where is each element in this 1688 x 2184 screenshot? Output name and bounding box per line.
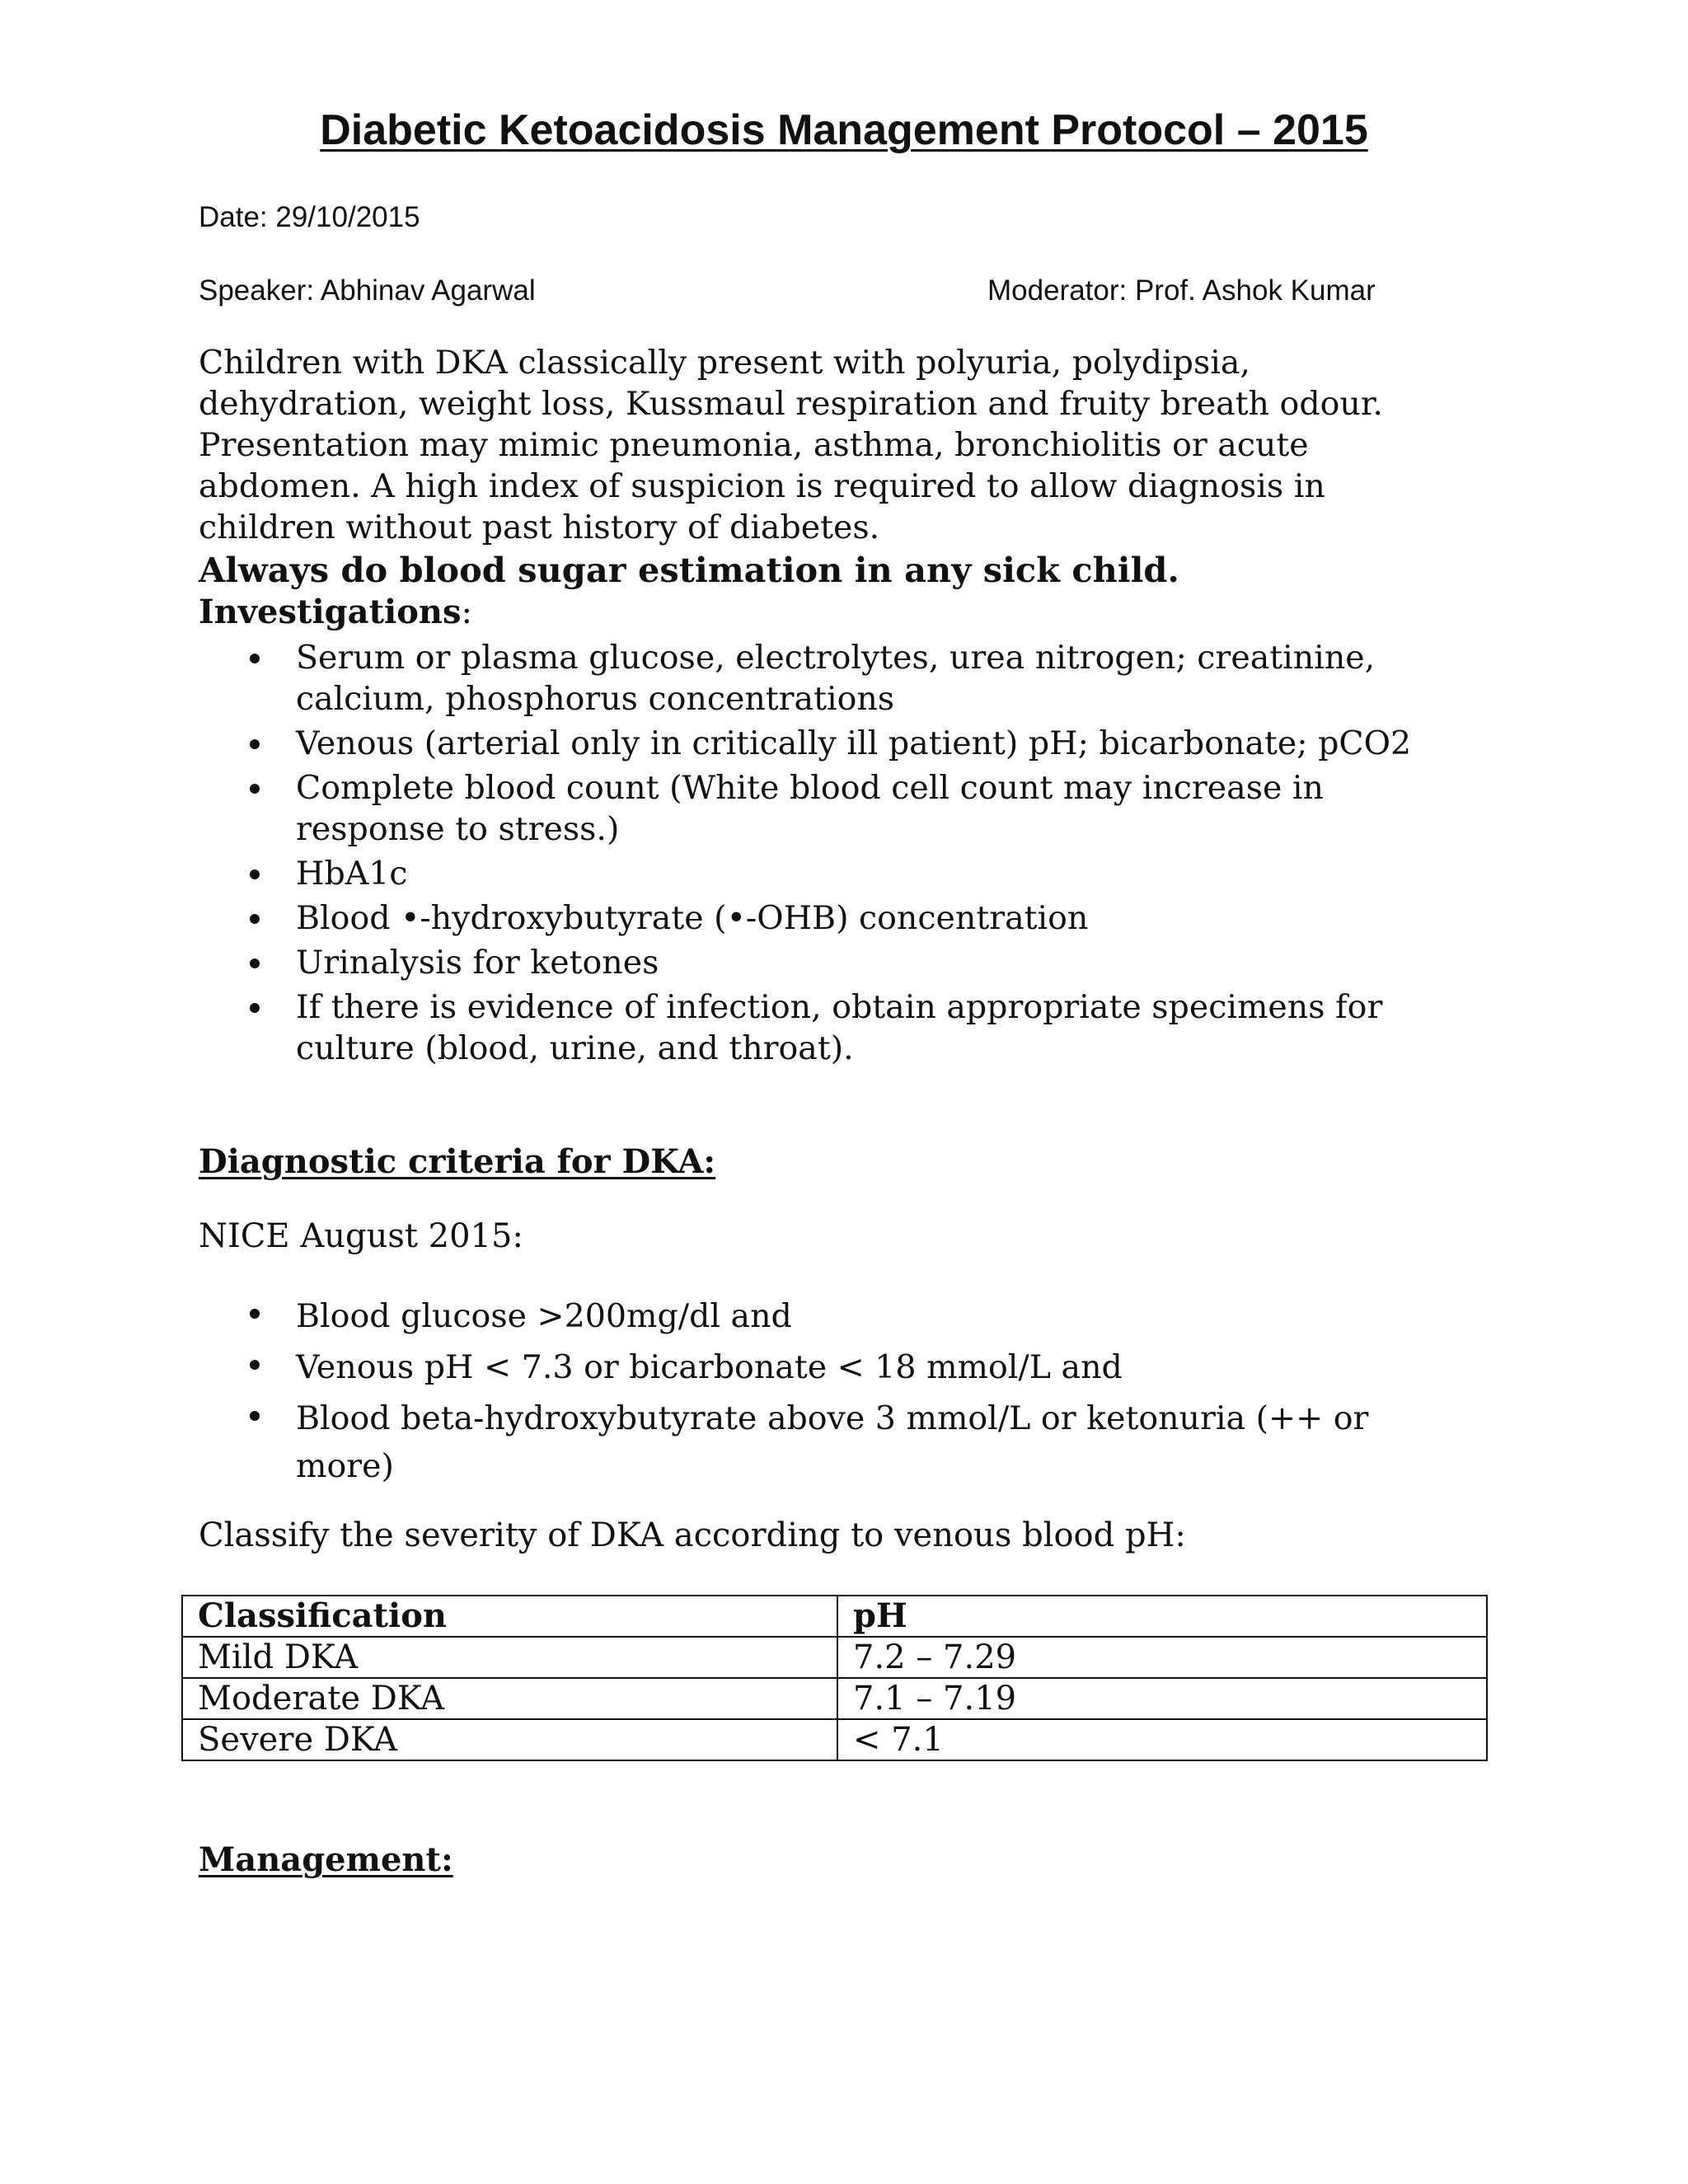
list-item-text: Venous (arterial only in critically ill patient) pH; bicarbonate; pCO2	[296, 724, 1412, 762]
list-item	[199, 987, 1411, 1069]
list-item-text: calcium, phosphorus concentrations	[296, 680, 895, 718]
list-item-text: more)	[296, 1447, 394, 1485]
emphasis-statement: Always do blood sugar estimation in any sick child.	[199, 550, 1179, 590]
list-item	[199, 942, 1411, 983]
table-row	[182, 1678, 1487, 1719]
speaker-line: Speaker: Abhinav Agarwal	[199, 274, 536, 307]
bullet-icon	[250, 958, 260, 968]
table-header-cell: pH	[837, 1596, 1487, 1637]
table-cell: 7.1 – 7.19	[837, 1678, 1487, 1719]
list-item-text: culture (blood, urine, and throat).	[296, 1029, 854, 1067]
list-item-text: Complete blood count (White blood cell count may increase in	[296, 769, 1324, 807]
list-item-text: Blood glucose >200mg/dl and	[296, 1297, 792, 1335]
list-item	[199, 853, 1411, 894]
bullet-icon	[250, 1003, 260, 1013]
investigations-heading	[199, 592, 472, 633]
intro-paragraph	[199, 342, 1517, 548]
list-item	[199, 767, 1411, 850]
intro-line: Presentation may mimic pneumonia, asthma, bronchiolitis or acute	[199, 426, 1309, 464]
table-cell: Severe DKA	[182, 1719, 837, 1760]
diagnostic-criteria-heading: Diagnostic criteria for DKA:	[199, 1142, 716, 1181]
bullet-icon	[250, 1411, 260, 1421]
list-item-text: Blood beta-hydroxybutyrate above 3 mmol/L or ketonuria (++ or	[296, 1399, 1369, 1437]
list-item-text: Urinalysis for ketones	[296, 944, 659, 982]
list-item-text: If there is evidence of infection, obtain appropriate specimens for	[296, 988, 1383, 1026]
bullet-icon	[250, 784, 260, 794]
list-item-text: response to stress.)	[296, 810, 620, 848]
bullet-icon	[250, 1309, 260, 1319]
table-row	[182, 1719, 1487, 1760]
intro-line: dehydration, weight loss, Kussmaul respiration and fruity breath odour.	[199, 385, 1383, 423]
bullet-icon	[250, 869, 260, 879]
bullet-icon	[250, 1360, 260, 1370]
table-cell: Mild DKA	[182, 1637, 837, 1678]
severity-table	[181, 1595, 1488, 1761]
intro-line: Children with DKA classically present with polyuria, polydipsia,	[199, 344, 1250, 382]
table-cell: Moderate DKA	[182, 1678, 837, 1719]
intro-line: abdomen. A high index of suspicion is required to allow diagnosis in	[199, 467, 1325, 505]
table-cell: < 7.1	[837, 1719, 1487, 1760]
investigations-heading-colon: :	[461, 593, 472, 631]
list-item-text: Blood •-hydroxybutyrate (•-OHB) concentration	[296, 899, 1089, 937]
investigations-list	[199, 637, 1411, 1072]
list-item-text: Serum or plasma glucose, electrolytes, urea nitrogen; creatinine,	[296, 639, 1376, 677]
table-row	[182, 1637, 1487, 1678]
list-item-text: HbA1c	[296, 855, 408, 893]
criteria-source: NICE August 2015:	[199, 1217, 523, 1255]
moderator-line: Moderator: Prof. Ashok Kumar	[987, 274, 1376, 307]
list-item	[199, 1343, 1368, 1391]
table-header-row	[182, 1596, 1487, 1637]
table-header-cell: Classification	[182, 1596, 837, 1637]
management-heading: Management:	[199, 1840, 453, 1879]
list-item-text: Venous pH < 7.3 or bicarbonate < 18 mmol/L and	[296, 1348, 1123, 1386]
document-title: Diabetic Ketoacidosis Management Protocol – 2015	[320, 106, 1368, 154]
list-item	[199, 898, 1411, 939]
bullet-icon	[250, 739, 260, 749]
list-item	[199, 723, 1411, 764]
diagnostic-criteria-list	[199, 1292, 1368, 1493]
intro-line: children without past history of diabetes.	[199, 509, 880, 546]
table-cell: 7.2 – 7.29	[837, 1637, 1487, 1678]
classify-instruction: Classify the severity of DKA according to venous blood pH:	[199, 1516, 1186, 1554]
investigations-heading-label: Investigations	[199, 593, 462, 631]
date-line: Date: 29/10/2015	[199, 201, 420, 233]
list-item	[199, 1292, 1368, 1340]
list-item	[199, 637, 1411, 719]
bullet-icon	[250, 654, 260, 663]
list-item	[199, 1394, 1368, 1490]
bullet-icon	[250, 914, 260, 924]
